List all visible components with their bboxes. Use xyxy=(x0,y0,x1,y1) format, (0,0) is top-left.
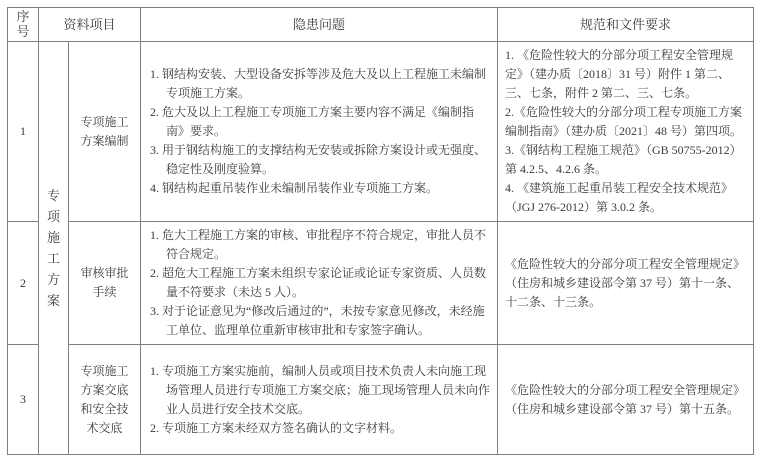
row2-item-label: 审核审批手续 xyxy=(80,266,129,299)
header-hidden-danger xyxy=(141,8,498,42)
requirement-item: 《危险性较大的分部分项工程安全管理规定》（住房和城乡建设部令第 37 号）第十五条。 xyxy=(505,382,746,416)
requirement-item: 4. 《建筑施工起重吊装工程安全技术规范》（JGJ 276-2012）第 3.0.2 条。 xyxy=(505,181,734,214)
row1-issues-cell xyxy=(141,42,498,222)
table-row xyxy=(8,42,754,222)
header-requirements-label: 规范和文件要求 xyxy=(580,16,672,32)
row2-issues-cell xyxy=(141,222,498,345)
issue-item: 3. 对于论证意见为“修改后通过的”，未按专家意见修改，未经施工单位、监理单位重新审核审批和专家签字确认。 xyxy=(150,304,485,337)
issue-item: 4. 钢结构起重吊装作业未编制吊装作业专项施工方案。 xyxy=(150,181,439,195)
requirement-item: 2.《危险性较大的分部分项工程专项施工方案编制指南》（建办质〔2021〕48 号）第四项。 xyxy=(505,105,743,138)
header-hidden-danger-label: 隐患问题 xyxy=(293,16,346,32)
row1-item-cell xyxy=(69,42,141,222)
row3-item-cell xyxy=(69,345,141,455)
row3-issues-cell xyxy=(141,345,498,455)
issue-item: 1. 专项施工方案实施前，编制人员或项目技术负责人未向施工现场管理人员进行专项施工方案交底；施工现场管理人员未向作业人员进行安全技术交底。 xyxy=(150,363,491,416)
table-row xyxy=(8,222,754,345)
row1-serial-number: 1 xyxy=(8,42,39,222)
issue-item: 3. 用于钢结构施工的支撑结构无安装或拆除方案设计或无强度、稳定性及刚度验算。 xyxy=(150,143,487,176)
issue-item: 2. 专项施工方案未经双方签名确认的文字材料。 xyxy=(150,420,403,435)
row3-item-label: 专项施工方案交底和安全技术交底 xyxy=(80,363,129,435)
row1-item-label: 专项施工方案编制 xyxy=(80,114,129,148)
header-serial-number xyxy=(8,8,39,42)
requirement-item: 《危险性较大的分部分项工程安全管理规定》（住房和城乡建设部令第 37 号）第十一条、十二条、十三条。 xyxy=(505,256,746,309)
row2-requirements-cell xyxy=(498,222,754,345)
issue-item: 2. 超危大工程施工方案未组织专家论证或论证专家资质、人员数量不符要求（未达 5 人）。 xyxy=(150,266,487,299)
row3-requirements-cell xyxy=(498,345,754,455)
row3-serial-number: 3 xyxy=(8,345,39,455)
hazard-checklist-table xyxy=(7,7,754,455)
row2-serial-number: 2 xyxy=(8,222,39,345)
header-requirements xyxy=(498,8,754,42)
requirement-item: 3.《钢结构工程施工规范》（GB 50755-2012）第 4.2.5、4.2.6 条。 xyxy=(505,143,742,176)
requirement-item: 1. 《危险性较大的分部分项工程安全管理规定》（建办质〔2018〕31 号）附件 1 第二、三、七条，附件 2 第二、三、七条。 xyxy=(505,48,734,100)
header-serial-number-label: 序号 xyxy=(16,9,30,39)
issue-item: 1. 钢结构安装、大型设备安拆等涉及危大及以上工程施工未编制专项施工方案。 xyxy=(150,67,487,100)
issue-item: 2. 危大及以上工程施工专项施工方案主要内容不满足《编制指南》要求。 xyxy=(150,105,475,138)
table-row xyxy=(8,345,754,455)
issue-item: 1. 危大工程施工方案的审核、审批程序不符合规定，审批人员不符合规定。 xyxy=(150,228,487,261)
header-material-item-label: 资料项目 xyxy=(63,16,116,32)
row2-item-cell xyxy=(69,222,141,345)
row1-requirements-cell xyxy=(498,42,754,222)
category-label: 专项施工方案 xyxy=(47,188,61,308)
category-cell xyxy=(39,42,69,455)
header-material-item xyxy=(39,8,141,42)
table-header-row xyxy=(8,8,754,42)
